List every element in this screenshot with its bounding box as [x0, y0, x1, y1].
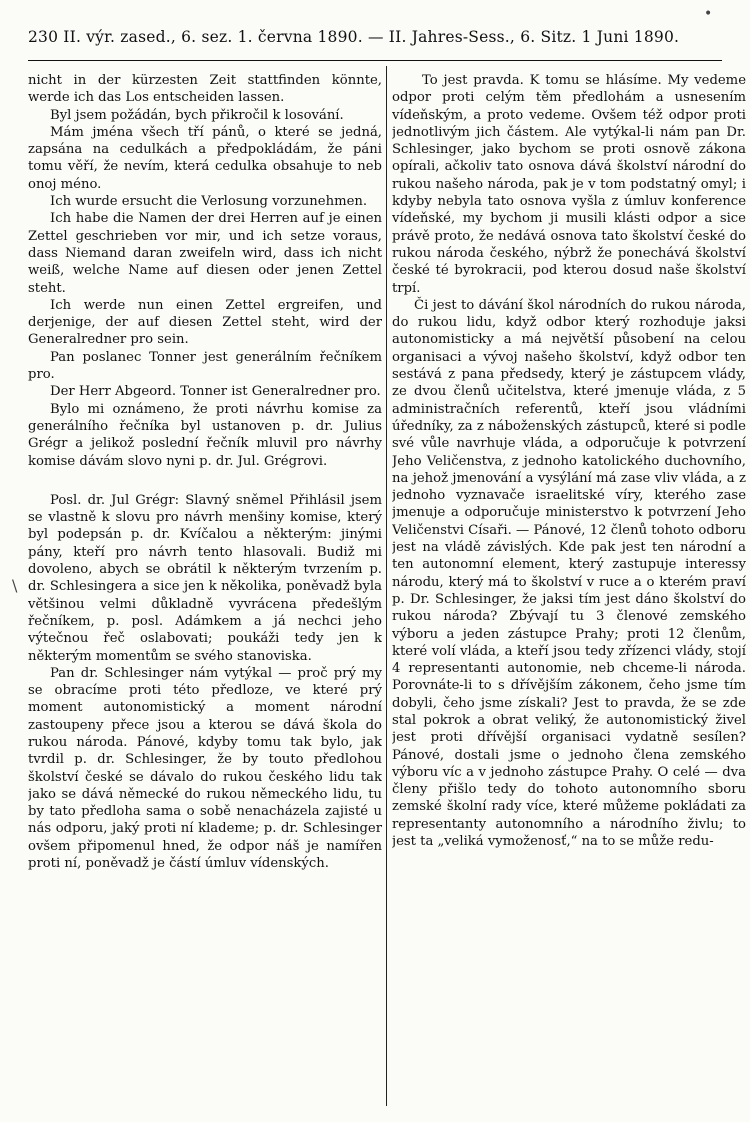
paragraph: Či jest to dávání škol národních do rukou národa, do rukou lidu, když odbor který rozhoduje jaksi autonomisticky a má největší působení na celou organisaci a vývoj našeho školství, když odbor ten sestává z pana předsedy, který je zástupcem vlády, ze dvou členů učitelstva, které jmenuje vláda, z 5 administračních referentů, kteří jsou vládními úředníky, za z náboženských zástupců, které si podle své vůle navrhuje vláda, a odporučuje k potvrzení Jeho Veličenstva, z jednoho katolického duchovního, na jehož jmenování a vysýlání má zase vliv vláda, a z jednoho vyznavače israelitské víry, kterého zase jmenuje a odporučuje ministerstvo k potvrzení Jeho Veličenstvi Císaři. — Pánové, 12 členů tohoto odboru jest na vládě závislých. Kde pak jest ten národní a ten autonomní element, který zastupuje interessy národu, který má to školství v ruce a o kterém praví p. Dr. Schlesinger, že jaksi tím jest dáno školství do rukou národa? Zbývají tu 3 členové zemského výboru a jeden zástupce Prahy; proti 12 členům, které volí vláda, a kteří jsou tedy zřízenci vlády, stojí 4 representanti autonomie, neb chceme-li národa. Porovnáte-li to s dřívějším zákonem, čeho jsme tím dobyli, čeho jsme získali? Jest to pravda, že se zde stal pokrok a obrat veliký, že autonomistický živel jest proti dřívější organisaci vydatně sesílen? Pánové, dostali jsme o jednoho člena zemského výboru víc a v jednoho zástupce Prahy. O celé — dva členy přišlo tedy do tohoto autonomního sboru zemské školní rady více, které můžeme pokládati za representanty autonomního a národního živlu; to jest ta „veliká vymoženosť,“ na to se může redu-: [392, 297, 746, 850]
paragraph: Ich werde nun einen Zettel ergreifen, und derjenige, der auf diesen Zettel steht, wird der Generalredner pro sein.: [28, 297, 382, 348]
page-header: 230 II. výr. zased., 6. sez. 1. června 1890. — II. Jahres-Sess., 6. Sitz. 1 Juni 1890.: [28, 28, 680, 46]
paragraph: Pan dr. Schlesinger nám vytýkal — proč prý my se obracíme proti této předloze, ve které prý moment autonomistický a moment národní zastoupeny přece jsou a kterou se dává škola do rukou národa. Pánové, kdyby tomu tak bylo, jak tvrdil p. dr. Schlesinger, že by touto předlohou školství české se dávalo do rukou českého lidu tak jako se dává německé do rukou německého lidu, tu by tato předloha sama o sobě nenacházela zajisté u nás odporu, jaký proti ní klademe; p. dr. Schlesinger ovšem připomenul hned, že odpor náš je namířen proti ní, poněvadž je částí úmluv vídenských.: [28, 665, 382, 872]
speech-paragraph: Posl. dr. Jul Grégr: Slavný sněmel Přihlásil jsem se vlastně k slovu pro návrh menšiny komise, který byl podepsán p. dr. Kvíčalou a některým: jinými pány, kteří pro návrh tento hlasovali. Budiž mi dovoleno, abych se obrátil k některým tvrzením p. dr. Schlesingera a sice jen k několika, poněvadž byla většinou velmi důkladně vyvrácena předešlým řečníkem, p. posl. Adámkem a já nechci jeho výtečnou řeč oslabovati; poukáži tedy jen k některým momentům se svého stanoviska.: [28, 492, 382, 664]
paragraph: Byl jsem požádán, bych přikročil k losování.: [50, 107, 344, 123]
paragraph: Bylo mi oznámeno, že proti návrhu komise za generálního řečníka byl ustanoven p. dr. Julius Grégr a jelikož poslední řečník mluvil pro návrhy komise dávám slovo nyni p. dr. Jul. Grégrovi.: [28, 401, 382, 469]
paragraph: Mám jména všech tří pánů, o které se jedná, zapsána na cedulkách a předpokládám, že páni tomu věří, že nevím, která cedulka obsahuje to neb onoj méno.: [28, 124, 382, 192]
left-column: [28, 72, 382, 1102]
paragraph: Pan poslanec Tonner jest generálním řečníkem pro.: [28, 349, 382, 383]
column-divider: [386, 66, 387, 1106]
header-rule: [28, 60, 722, 61]
paragraph: To jest pravda. K tomu se hlásíme. My vedeme odpor proti celým těm předlohám a usnesením vídeňským, a proto vedeme. Ovšem též odpor proti jednotlivým jich částem. Ale vytýkal-li nám pan Dr. Schlesinger, jako bychom se proti osnově zákona opírali, ačkoliv tato osnova dává školství národní do rukou našeho národa, pak je v tom podstatný omyl; i kdyby nebyla tato osnova vyšla z úmluv konference vídeňské, my bychom ji musili klásti odpor a sice právě proto, že nedává osnova tato školství české do rukou národa českého, nýbrž že ponechává školství české té byrokracii, pod kterou dosud naše školství trpí.: [392, 73, 746, 296]
paragraph: nicht in der kürzesten Zeit stattfinden könnte, werde ich das Los entscheiden lassen.: [28, 73, 382, 106]
margin-mark: \: [12, 576, 18, 595]
paragraph: Ich wurde ersucht die Verlosung vorzunehmen.: [50, 194, 368, 210]
margin-mark: •: [704, 6, 713, 22]
paragraph: Der Herr Abgeord. Tonner ist Generalredner pro.: [50, 384, 381, 400]
right-column: [392, 72, 746, 1102]
paragraph: Ich habe die Namen der drei Herren auf je einen Zettel geschrieben vor mir, und ich setze voraus, dass Niemand daran zweifeln wird, dass ich nicht weiß, welche Name auf diesen oder jenen Zettel steht.: [28, 211, 382, 296]
